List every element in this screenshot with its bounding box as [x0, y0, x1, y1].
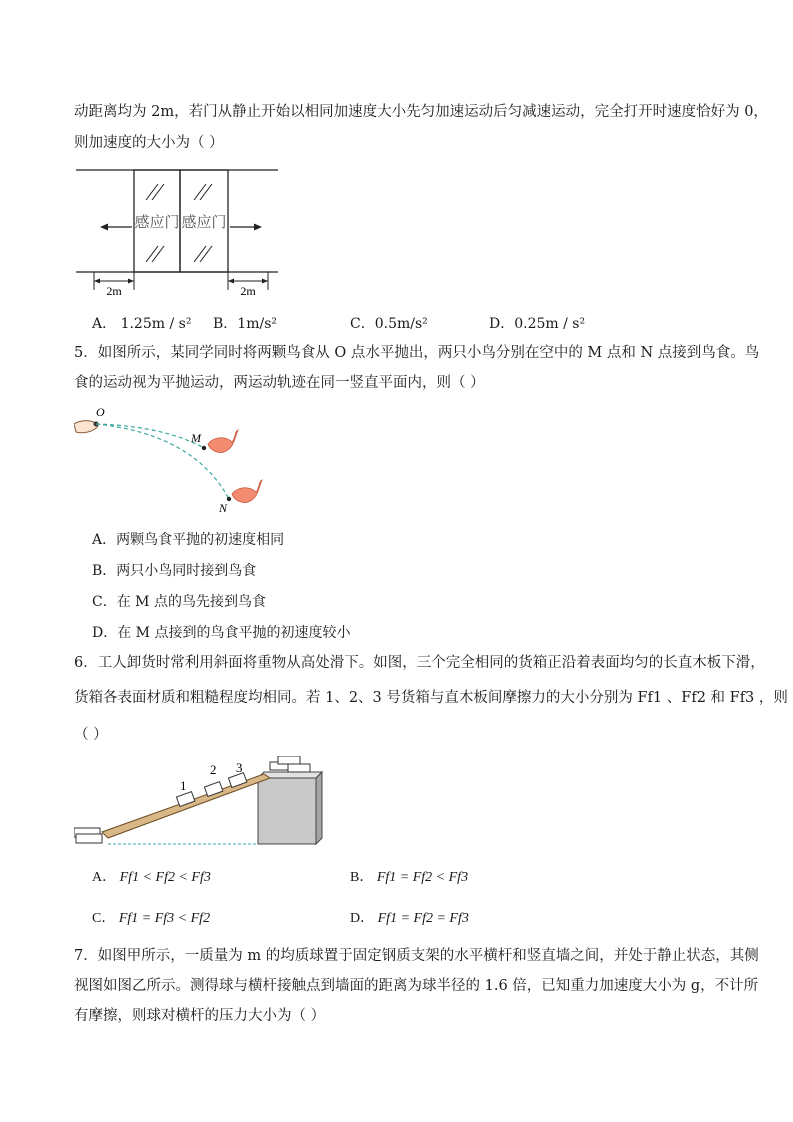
q6-line2: 货箱各表面材质和粗糙程度均相同。若 1、2、3 号货箱与直木板间摩擦力的大小分别为 Ff1 、Ff2 和 Ff3 ，则 — [74, 690, 788, 706]
q4-option-d[interactable]: D．0.25m / s² — [489, 316, 586, 332]
box3-label: 3 — [236, 760, 243, 775]
label-m: M — [191, 431, 201, 445]
q7-line2: 视图如图乙所示。测得球与横杆接触点到墙面的距离为球半径的 1.6 倍，已知重力加速度大小为 g，不计所 — [74, 978, 759, 994]
bird-m-icon — [208, 430, 238, 453]
box2-label: 2 — [210, 762, 217, 777]
box1-label: 1 — [180, 778, 187, 793]
q6-line1: 6．工人卸货时常利用斜面将重物从高处滑下。如图，三个完全相同的货箱正沿着表面均匀的长直木板下滑， — [74, 655, 765, 671]
q5-line1: 5．如图所示，某同学同时将两颗鸟食从 O 点水平抛出，两只小鸟分别在空中的 M 点和 N 点接到鸟食。鸟 — [74, 345, 760, 361]
q4-line2: 则加速度的大小为（ ） — [74, 135, 224, 151]
q5-option-b[interactable]: B．两只小鸟同时接到鸟食 — [92, 563, 257, 579]
dist-right-label: 2m — [240, 284, 256, 298]
q4-option-b[interactable]: B．1m/s² — [213, 316, 277, 332]
q5-option-d[interactable]: D．在 M 点接到的鸟食平抛的初速度较小 — [92, 625, 351, 641]
label-n: N — [219, 501, 228, 515]
bird-n-icon — [232, 480, 262, 503]
q6-option-a[interactable]: A． Ff1 < Ff2 < Ff3 — [92, 870, 211, 885]
q7-line3: 有摩擦，则球对横杆的压力大小为（ ） — [74, 1008, 326, 1024]
q6-figure-incline — [74, 756, 324, 852]
q5-line2: 食的运动视为平抛运动，两运动轨迹在同一竖直平面内，则（ ） — [74, 375, 485, 391]
label-o: O — [96, 405, 105, 419]
q4-figure-sensor-door — [74, 164, 284, 303]
q7-line1: 7．如图甲所示，一质量为 m 的均质球置于固定钢质支架的水平横杆和竖直墙之间，并处于静止状态，其侧 — [74, 948, 759, 964]
door-right-label: 感应门 — [181, 215, 227, 231]
q4-option-c[interactable]: C．0.5m/s² — [350, 316, 428, 332]
q6-option-b[interactable]: B． Ff1 = Ff2 < Ff3 — [350, 870, 469, 885]
door-left-label: 感应门 — [134, 215, 180, 231]
q6-option-c[interactable]: C． Ff1 = Ff3 < Ff2 — [92, 911, 211, 926]
q5-option-c[interactable]: C．在 M 点的鸟先接到鸟食 — [92, 594, 266, 610]
dist-left-label: 2m — [106, 284, 122, 298]
q6-option-d[interactable]: D． Ff1 = Ff2 = Ff3 — [350, 911, 469, 926]
q6-line3: （ ） — [74, 727, 108, 743]
q4-option-a[interactable]: A． 1.25m / s² — [92, 316, 192, 332]
q5-option-a[interactable]: A．两颗鸟食平抛的初速度相同 — [92, 532, 285, 548]
q5-figure-projectile — [74, 404, 274, 520]
q4-line1: 动距离均为 2m，若门从静止开始以相同加速度大小先匀加速运动后匀减速运动，完全打开时速度恰好为 0， — [74, 104, 768, 120]
